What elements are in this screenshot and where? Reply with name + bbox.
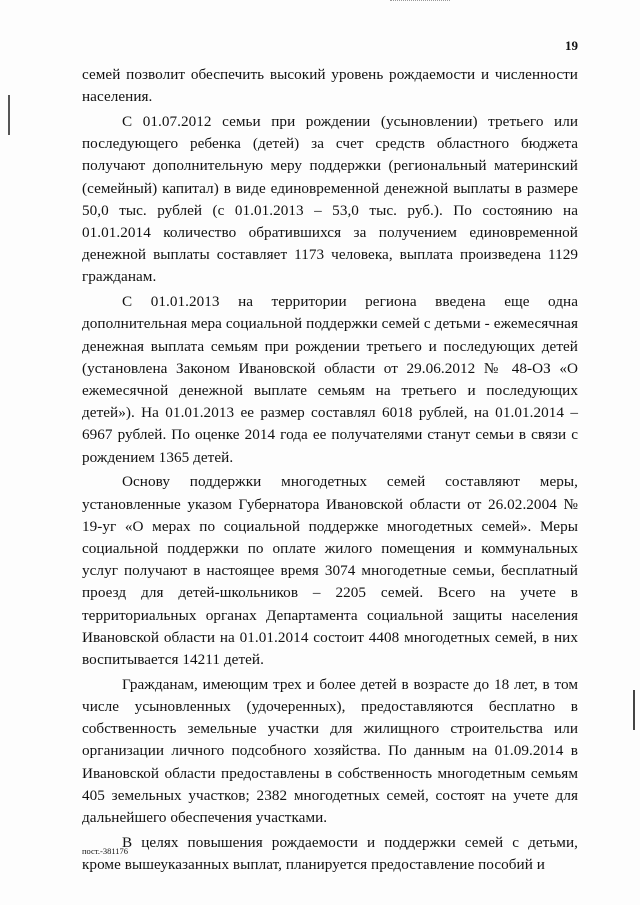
scan-edge-mark-left xyxy=(8,95,10,135)
paragraph-continuation: семей позволит обеспечить высокий уровень рождаемости и численности населения. xyxy=(82,66,578,106)
paragraph-monthly-payment: С 01.01.2013 на территории региона введена еще одна дополнительная мера социальной поддержки семей с детьми - ежемесячная денежная выплата семьям при рождении третьего и последующих детей (установлена Законом Ивановской области от 29.06.2012 № 48-ОЗ «О ежемесячной денежной выплате семьям на третьего и последующих детей»). На 01.01.2013 ее размер составлял 6018 рублей, на 01.01.2014 – 6967 рублей. По оценке 2014 года ее получателями станут семьи в связи с рождением 1365 детей. xyxy=(82,293,578,466)
document-footer-code: пост.-381176 xyxy=(82,846,128,856)
body-text xyxy=(82,64,578,876)
paragraph-large-families-support: Основу поддержки многодетных семей составляют меры, установленные указом Губернатора Ивановской области от 26.02.2004 № 19-уг «О мерах по социальной поддержке многодетных семей». Меры социальной поддержки по оплате жилого помещения и коммунальных услуг получают в настоящее время 3074 многодетные семьи, бесплатный проезд для детей-школьников – 2205 семей. Всего на учете в территориальных органах Департамента социальной защиты населения Ивановской области на 01.01.2014 состоит 4408 многодетных семей, в них воспитывается 14211 детей. xyxy=(82,473,578,669)
page-number: 19 xyxy=(565,38,578,53)
scan-artifact xyxy=(390,0,450,4)
scan-edge-mark-right xyxy=(633,690,635,730)
paragraph-maternity-capital: С 01.07.2012 семьи при рождении (усыновлении) третьего или последующего ребенка (детей) за счет средств областного бюджета получают дополнительную меру поддержки (региональный материнский (семейный) капитал) в виде единовременной денежной выплаты в размере 50,0 тыс. рублей (с 01.01.2013 – 53,0 тыс. руб.). По состоянию на 01.01.2014 количество обратившихся за получением единовременной денежной выплаты составляет 1173 человека, выплата произведена 1129 гражданам. xyxy=(82,113,578,286)
paragraph-land-plots: Гражданам, имеющим трех и более детей в возрасте до 18 лет, в том числе усыновленных (удочеренных), предоставляются бесплатно в собственность земельные участки для жилищного строительства или организации личного подсобного хозяйства. По данным на 01.09.2014 в Ивановской области предоставлены в собственность многодетным семьям 405 земельных участков; 2382 многодетных семей, состоят на учете для дальнейшего обеспечения участками. xyxy=(82,675,578,827)
paragraph-birth-rate-measures: В целях повышения рождаемости и поддержки семей с детьми, кроме вышеуказанных выплат, планируется предоставление пособий и xyxy=(82,833,578,874)
